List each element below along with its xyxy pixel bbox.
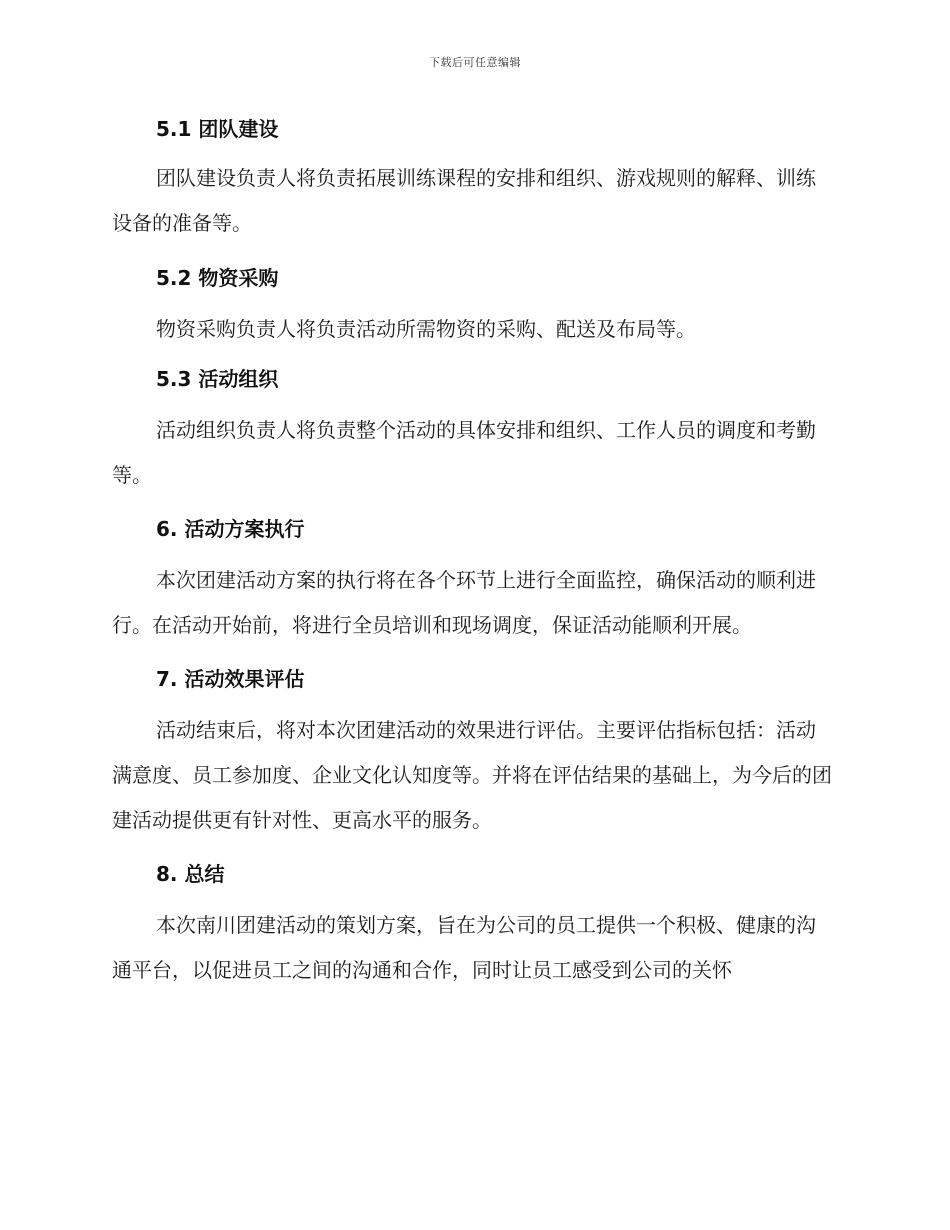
page-header: 下载后可任意编辑 (429, 56, 521, 69)
section-heading-5-2: 5.2 物资采购 (156, 266, 279, 290)
section-body-7: 活动结束后，将对本次团建活动的效果进行评估。主要评估指标包括：活动满意度、员工参加度、企业文化认知度等。并将在评估结果的基础上，为今后的团建活动提供更有针对性、更高水平的服务。 (112, 718, 832, 832)
section-heading-6: 6. 活动方案执行 (156, 517, 305, 541)
section-body-5-1: 团队建设负责人将负责拓展训练课程的安排和组织、游戏规则的解释、训练设备的准备等。 (112, 166, 816, 235)
section-heading-8: 8. 总结 (156, 862, 225, 886)
section-body-5-2: 物资采购负责人将负责活动所需物资的采购、配送及布局等。 (156, 317, 696, 341)
section-body-6: 本次团建活动方案的执行将在各个环节上进行全面监控，确保活动的顺利进行。在活动开始前，将进行全员培训和现场调度，保证活动能顺利开展。 (112, 568, 816, 637)
document-body (112, 110, 832, 993)
section-body-8: 本次南川团建活动的策划方案，旨在为公司的员工提供一个积极、健康的沟通平台，以促进员工之间的沟通和合作，同时让员工感受到公司的关怀 (112, 913, 816, 982)
section-heading-5-1: 5.1 团队建设 (156, 117, 279, 141)
section-body-5-3: 活动组织负责人将负责整个活动的具体安排和组织、工作人员的调度和考勤等。 (112, 418, 816, 487)
section-heading-5-3: 5.3 活动组织 (156, 367, 279, 391)
section-heading-7: 7. 活动效果评估 (156, 667, 305, 691)
